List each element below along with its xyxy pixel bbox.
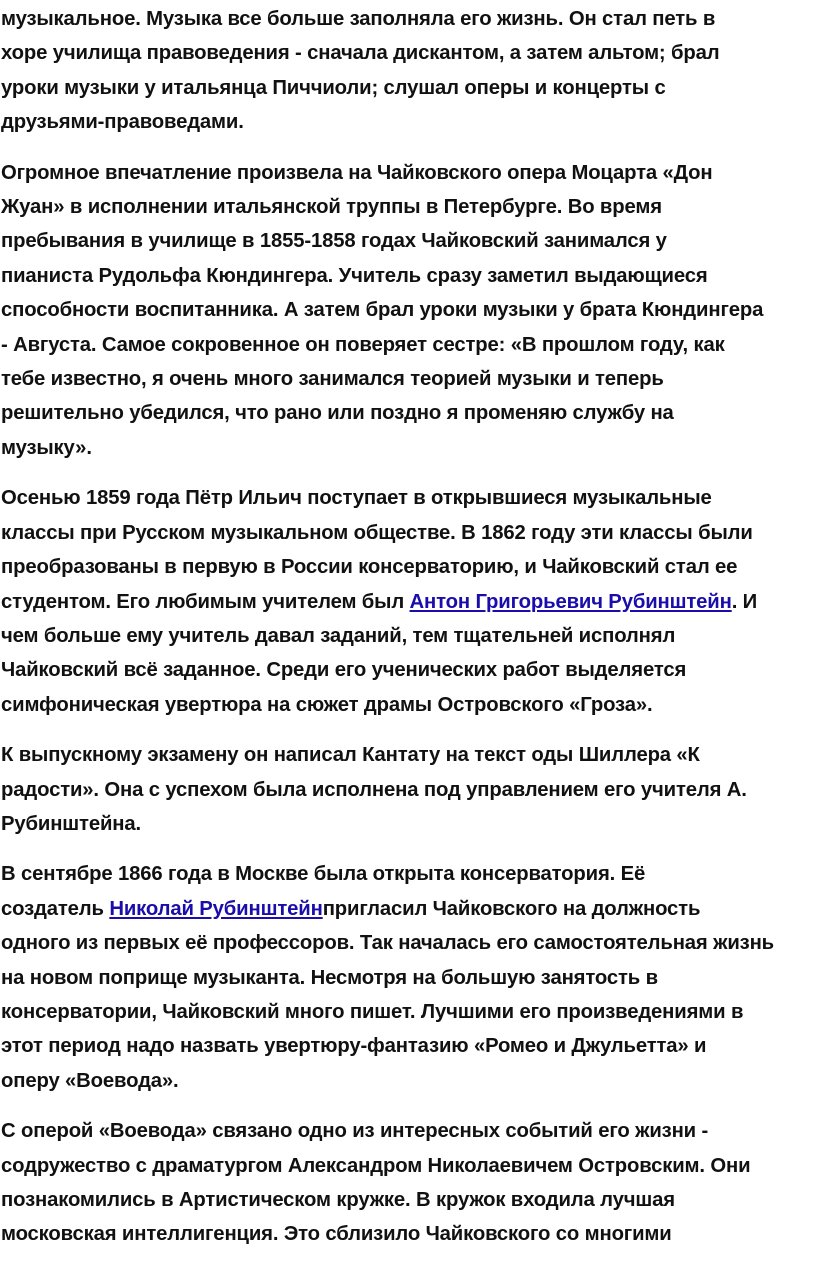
paragraph-text-before-link: В сентябре 1866 года в Москве была открыта консерватория. Её создатель: [1, 863, 646, 920]
paragraph-music-youth: музыкальное. Музыка все больше заполняла его жизнь. Он стал петь в хоре училища правоведения - сначала дискантом, а затем альтом; брал уроки музыки у итальянца Пиччиоли; слушал оперы и концерты с друзьями-правоведами.: [1, 8, 720, 134]
paragraph-voevoda-opera: С оперой «Воевода» связано одно из интересных событий его жизни - содружество с драматургом Александром Николаевичем Островским. Они познакомились в Артистическом кружке. В кружок входила лучшая московская интеллигенция. Это сблизило Чайковского со многими: [1, 1120, 751, 1246]
paragraph-moscow-conservatory: [1, 857, 815, 1098]
document-page: [1, 2, 815, 1268]
paragraph-text-after-link: . И чем больше ему учитель давал заданий, тем тщательней исполнял Чайковский всё заданное. Среди его ученических работ выделяется симфоническая увертюра на сюжет драмы Островского «Гроза».: [1, 590, 758, 716]
link-anton-rubinstein[interactable]: Антон Григорьевич Рубинштейн: [409, 590, 732, 613]
paragraph-text-before-link: Осенью 1859 года Пётр Ильич поступает в открывшиеся музыкальные классы при Русском музыкальном обществе. В 1862 году эти классы были преобразованы в первую в России консерваторию, и Чайковский стал ее студентом. Его любимым учителем был: [1, 487, 753, 613]
link-nikolai-rubinstein[interactable]: Николай Рубинштейн: [109, 897, 323, 920]
paragraph-graduation-cantata: К выпускному экзамену он написал Кантату на текст оды Шиллера «К радости». Она с успехом была исполнена под управлением его учителя А. Рубинштейна.: [1, 744, 747, 835]
paragraph-text-after-link: пригласил Чайковского на должность одного из первых её профессоров. Так началась его самостоятельная жизнь на новом поприще музыканта. Несмотря на большую занятость в консерватории, Чайковский много пишет. Лучшими его произведениями в этот период надо назвать увертюру-фантазию «Ромео и Джульетта» и оперу «Воевода».: [1, 897, 774, 1092]
paragraph-don-juan: Огромное впечатление произвела на Чайковского опера Моцарта «Дон Жуан» в исполнении итальянской труппы в Петербурге. Во время пребывания в училище в 1855-1858 годах Чайковский занимался у пианиста Рудольфа Кюндингера. Учитель сразу заметил выдающиеся способности воспитанника. А затем брал уроки музыки у брата Кюндингера - Августа. Самое сокровенное он поверяет сестре: «В прошлом году, как тебе известно, я очень много занимался теорией музыки и теперь решительно убедился, что рано или поздно я променяю службу на музыку».: [1, 161, 764, 459]
paragraph-conservatory-student: [1, 481, 815, 722]
